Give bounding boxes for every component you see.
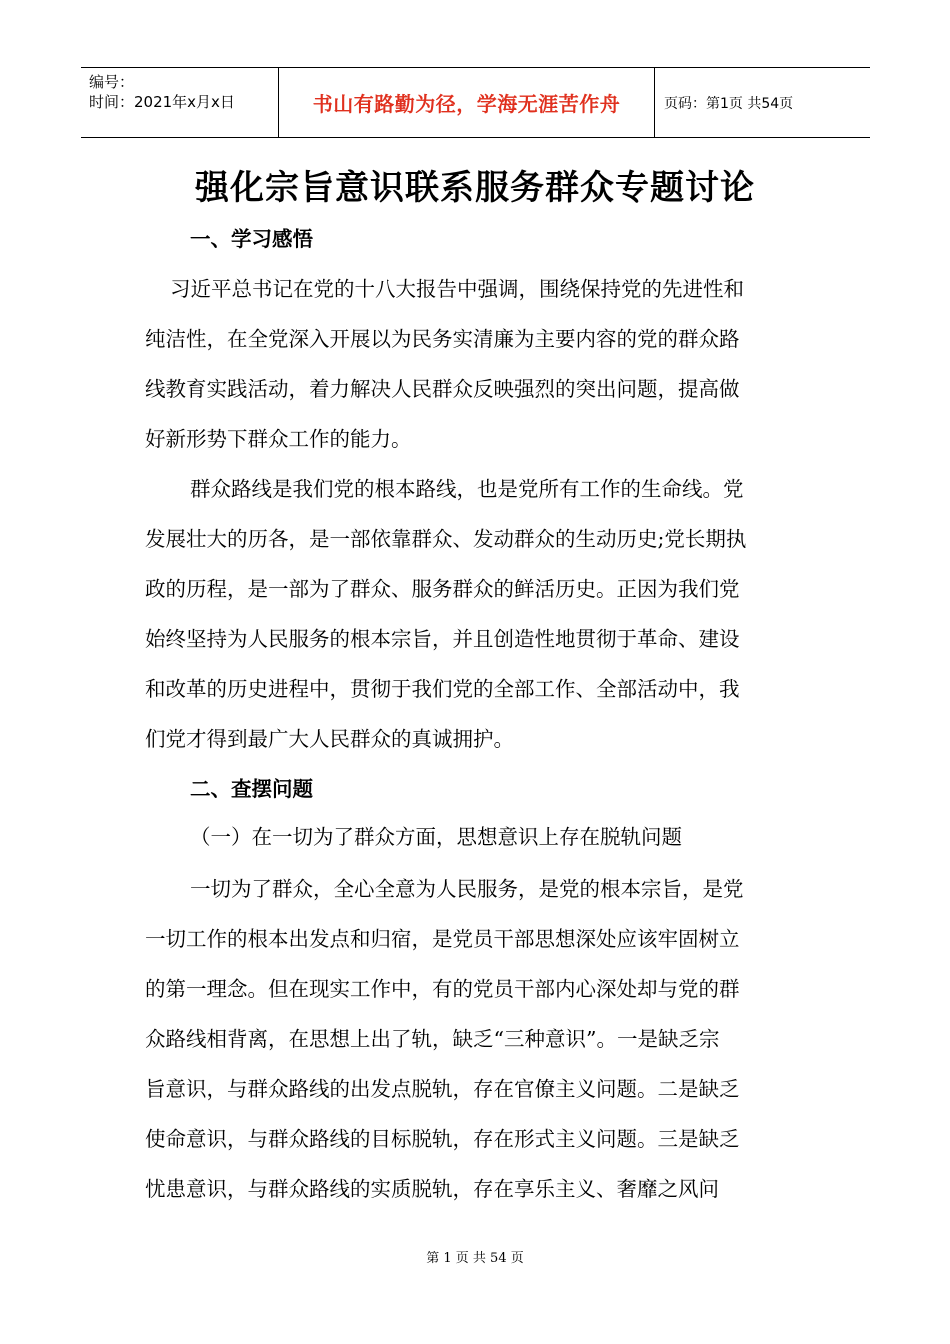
paragraph-line: 忧患意识，与群众路线的实质脱轨，存在享乐主义、奢靡之风问 [145,1177,719,1201]
time-label: 时间：2021年x月x日 [89,93,235,111]
paragraph-line: 旨意识，与群众路线的出发点脱轨，存在官僚主义问题。二是缺乏 [145,1077,740,1101]
paragraph-line: 纯洁性，在全党深入开展以为民务实清廉为主要内容的党的群众路 [145,327,740,351]
paragraph-line: 政的历程，是一部为了群众、服务群众的鲜活历史。正因为我们党 [145,577,740,601]
document-title: 强化宗旨意识联系服务群众专题讨论 [195,168,755,208]
paragraph-line: 们党才得到最广大人民群众的真诚拥护。 [145,727,514,751]
paragraph-line: 的第一理念。但在现实工作中，有的党员干部内心深处却与党的群 [145,977,740,1001]
paragraph-line: 始终坚持为人民服务的根本宗旨，并且创造性地贯彻于革命、建设 [145,627,740,651]
motto-text: 书山有路勤为径，学海无涯苦作舟 [312,92,621,116]
paragraph-line: 一切工作的根本出发点和归宿，是党员干部思想深处应该牢固树立 [145,927,740,951]
paragraph-line: 线教育实践活动，着力解决人民群众反映强烈的突出问题，提高做 [145,377,740,401]
paragraph-line: 众路线相背离，在思想上出了轨，缺乏“三种意识”。一是缺乏宗 [145,1027,720,1051]
paragraph-line: 一切为了群众，全心全意为人民服务，是党的根本宗旨，是党 [190,877,744,901]
header-table [81,67,870,138]
page-info: 页码：第1页 共54页 [664,95,794,112]
section-heading-1: 一、学习感悟 [190,227,313,251]
subheading: （一）在一切为了群众方面，思想意识上存在脱轨问题 [190,825,682,849]
paragraph-line: 使命意识，与群众路线的目标脱轨，存在形式主义问题。三是缺乏 [145,1127,740,1151]
paragraph-line: 习近平总书记在党的十八大报告中强调，围绕保持党的先进性和 [170,277,744,301]
paragraph-line: 发展壮大的历各，是一部依靠群众、发动群众的生动历史;党长期执 [145,527,747,551]
header-meta-cell [81,68,279,137]
header-page-cell [655,68,870,137]
paragraph-line: 和改革的历史进程中，贯彻于我们党的全部工作、全部活动中，我 [145,677,740,701]
number-label: 编号： [89,73,135,91]
header-motto-cell [279,68,655,137]
page-footer: 第 1 页 共 54 页 [426,1251,524,1266]
section-heading-2: 二、查摆问题 [190,777,313,801]
paragraph-line: 群众路线是我们党的根本路线，也是党所有工作的生命线。党 [190,477,744,501]
paragraph-line: 好新形势下群众工作的能力。 [145,427,412,451]
